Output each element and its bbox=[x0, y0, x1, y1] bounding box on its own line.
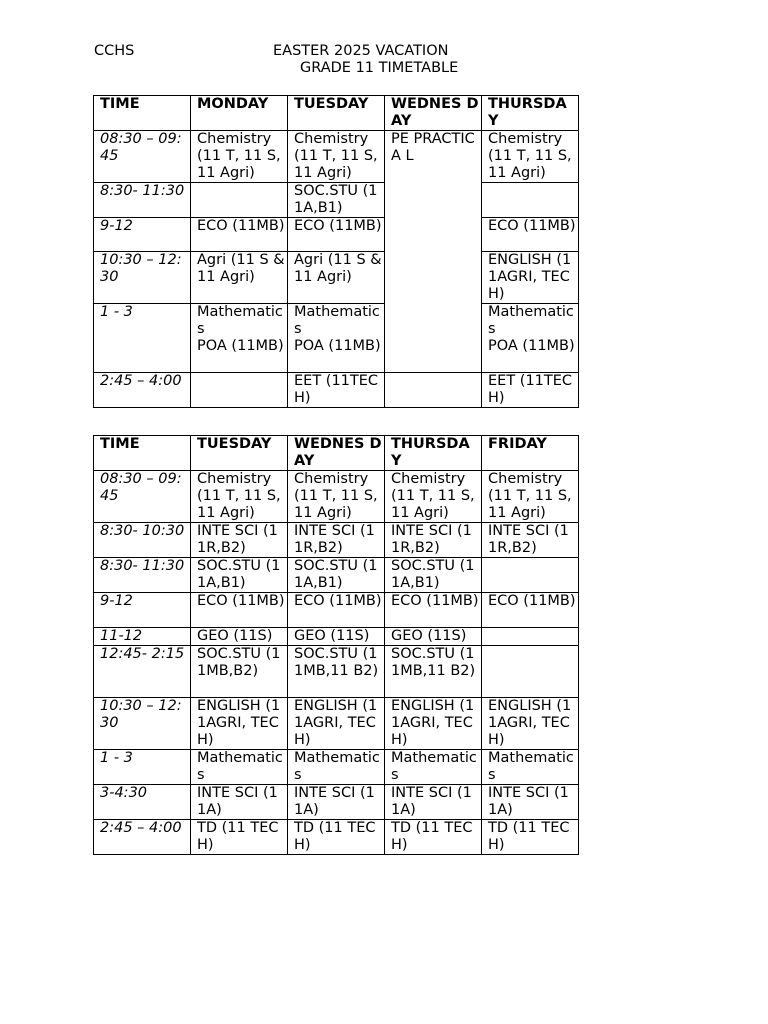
cell: INTE SCI (11A) bbox=[482, 785, 579, 820]
table-row bbox=[94, 523, 579, 558]
cell: Chemistry (11 T, 11 S, 11 Agri) bbox=[288, 131, 385, 183]
cell: TD (11 TECH) bbox=[482, 820, 579, 855]
header-wednesday: WEDNES DAY bbox=[288, 436, 385, 471]
cell: EET (11TECH) bbox=[288, 373, 385, 408]
cell: Mathematics bbox=[191, 750, 288, 785]
time-cell: 10:30 – 12:30 bbox=[94, 252, 191, 304]
cell: ENGLISH (11AGRI, TECH) bbox=[191, 698, 288, 750]
header-monday: MONDAY bbox=[191, 96, 288, 131]
cell: TD (11 TECH) bbox=[288, 820, 385, 855]
cell: INTE SCI (11A) bbox=[288, 785, 385, 820]
table-row bbox=[94, 304, 579, 373]
cell: TD (11 TECH) bbox=[191, 820, 288, 855]
table-row bbox=[94, 131, 579, 183]
time-cell: 12:45- 2:15 bbox=[94, 646, 191, 698]
table-row bbox=[94, 373, 579, 408]
cell: SOC.STU (11MB,B2) bbox=[191, 646, 288, 698]
cell: Mathematics bbox=[385, 750, 482, 785]
time-cell: 8:30- 11:30 bbox=[94, 558, 191, 593]
cell: ENGLISH (11AGRI, TECH) bbox=[288, 698, 385, 750]
header-tuesday: TUESDAY bbox=[191, 436, 288, 471]
time-cell: 3-4:30 bbox=[94, 785, 191, 820]
cell: GEO (11S) bbox=[191, 628, 288, 646]
table-header-row bbox=[94, 96, 579, 131]
cell: ECO (11MB) bbox=[482, 218, 579, 252]
cell: ENGLISH (11AGRI, TECH) bbox=[385, 698, 482, 750]
time-cell: 9-12 bbox=[94, 218, 191, 252]
header-time: TIME bbox=[94, 96, 191, 131]
cell: GEO (11S) bbox=[288, 628, 385, 646]
header-wednesday: WEDNES DAY bbox=[385, 96, 482, 131]
cell: SOC.STU (11A,B1) bbox=[385, 558, 482, 593]
table-header-row bbox=[94, 436, 579, 471]
table-row bbox=[94, 698, 579, 750]
pe-practical-cell: PE PRACTICA L bbox=[385, 131, 482, 373]
time-cell: 08:30 – 09:45 bbox=[94, 131, 191, 183]
cell: Agri (11 S & 11 Agri) bbox=[288, 252, 385, 304]
document-subtitle: GRADE 11 TIMETABLE bbox=[300, 60, 459, 76]
timetable-week-2 bbox=[93, 435, 579, 855]
time-cell: 8:30- 11:30 bbox=[94, 183, 191, 218]
cell: Chemistry (11 T, 11 S, 11 Agri) bbox=[288, 471, 385, 523]
school-name: CCHS bbox=[94, 43, 135, 59]
time-cell: 8:30- 10:30 bbox=[94, 523, 191, 558]
table-row bbox=[94, 252, 579, 304]
cell: ECO (11MB) bbox=[191, 593, 288, 628]
header-thursday: THURSDA Y bbox=[385, 436, 482, 471]
header-friday: FRIDAY bbox=[482, 436, 579, 471]
cell: Chemistry (11 T, 11 S, 11 Agri) bbox=[191, 131, 288, 183]
cell: INTE SCI (11R,B2) bbox=[191, 523, 288, 558]
time-cell: 08:30 – 09:45 bbox=[94, 471, 191, 523]
cell: SOC.STU (11MB,11 B2) bbox=[385, 646, 482, 698]
cell: Chemistry (11 T, 11 S, 11 Agri) bbox=[482, 131, 579, 183]
cell: Chemistry (11 T, 11 S, 11 Agri) bbox=[385, 471, 482, 523]
cell bbox=[482, 646, 579, 698]
table-row bbox=[94, 471, 579, 523]
cell: Mathematics POA (11MB) bbox=[288, 304, 385, 373]
time-cell: 10:30 – 12:30 bbox=[94, 698, 191, 750]
cell: ECO (11MB) bbox=[288, 593, 385, 628]
cell: ENGLISH (11AGRI, TECH) bbox=[482, 698, 579, 750]
cell: ECO (11MB) bbox=[385, 593, 482, 628]
cell: SOC.STU (11A,B1) bbox=[288, 558, 385, 593]
cell: Chemistry (11 T, 11 S, 11 Agri) bbox=[482, 471, 579, 523]
cell bbox=[385, 373, 482, 408]
cell: Mathematics POA (11MB) bbox=[191, 304, 288, 373]
table-row bbox=[94, 593, 579, 628]
cell bbox=[482, 558, 579, 593]
cell: TD (11 TECH) bbox=[385, 820, 482, 855]
table-row bbox=[94, 820, 579, 855]
cell bbox=[191, 373, 288, 408]
table-row bbox=[94, 785, 579, 820]
document-title: EASTER 2025 VACATION bbox=[273, 43, 449, 59]
cell: ENGLISH (11AGRI, TECH) bbox=[482, 252, 579, 304]
table-row bbox=[94, 558, 579, 593]
table-row bbox=[94, 218, 579, 252]
cell bbox=[482, 183, 579, 218]
cell: Chemistry (11 T, 11 S, 11 Agri) bbox=[191, 471, 288, 523]
cell: INTE SCI (11A) bbox=[191, 785, 288, 820]
cell: GEO (11S) bbox=[385, 628, 482, 646]
cell: Mathematics bbox=[288, 750, 385, 785]
cell: ECO (11MB) bbox=[191, 218, 288, 252]
cell: SOC.STU (11MB,11 B2) bbox=[288, 646, 385, 698]
cell: Mathematics bbox=[482, 750, 579, 785]
timetable-week-1 bbox=[93, 95, 579, 408]
time-cell: 11-12 bbox=[94, 628, 191, 646]
header-time: TIME bbox=[94, 436, 191, 471]
table-row bbox=[94, 646, 579, 698]
cell: INTE SCI (11R,B2) bbox=[482, 523, 579, 558]
cell: ECO (11MB) bbox=[482, 593, 579, 628]
cell: INTE SCI (11R,B2) bbox=[288, 523, 385, 558]
table-row bbox=[94, 183, 579, 218]
header-thursday: THURSDA Y bbox=[482, 96, 579, 131]
time-cell: 1 - 3 bbox=[94, 304, 191, 373]
cell bbox=[191, 183, 288, 218]
time-cell: 9-12 bbox=[94, 593, 191, 628]
time-cell: 2:45 – 4:00 bbox=[94, 820, 191, 855]
table-row bbox=[94, 750, 579, 785]
header-tuesday: TUESDAY bbox=[288, 96, 385, 131]
table-row bbox=[94, 628, 579, 646]
cell: ECO (11MB) bbox=[288, 218, 385, 252]
cell: INTE SCI (11R,B2) bbox=[385, 523, 482, 558]
time-cell: 1 - 3 bbox=[94, 750, 191, 785]
cell: INTE SCI (11A) bbox=[385, 785, 482, 820]
cell bbox=[482, 628, 579, 646]
time-cell: 2:45 – 4:00 bbox=[94, 373, 191, 408]
cell: SOC.STU (11A,B1) bbox=[191, 558, 288, 593]
cell: Mathematics POA (11MB) bbox=[482, 304, 579, 373]
cell: EET (11TECH) bbox=[482, 373, 579, 408]
cell: Agri (11 S & 11 Agri) bbox=[191, 252, 288, 304]
cell: SOC.STU (11A,B1) bbox=[288, 183, 385, 218]
